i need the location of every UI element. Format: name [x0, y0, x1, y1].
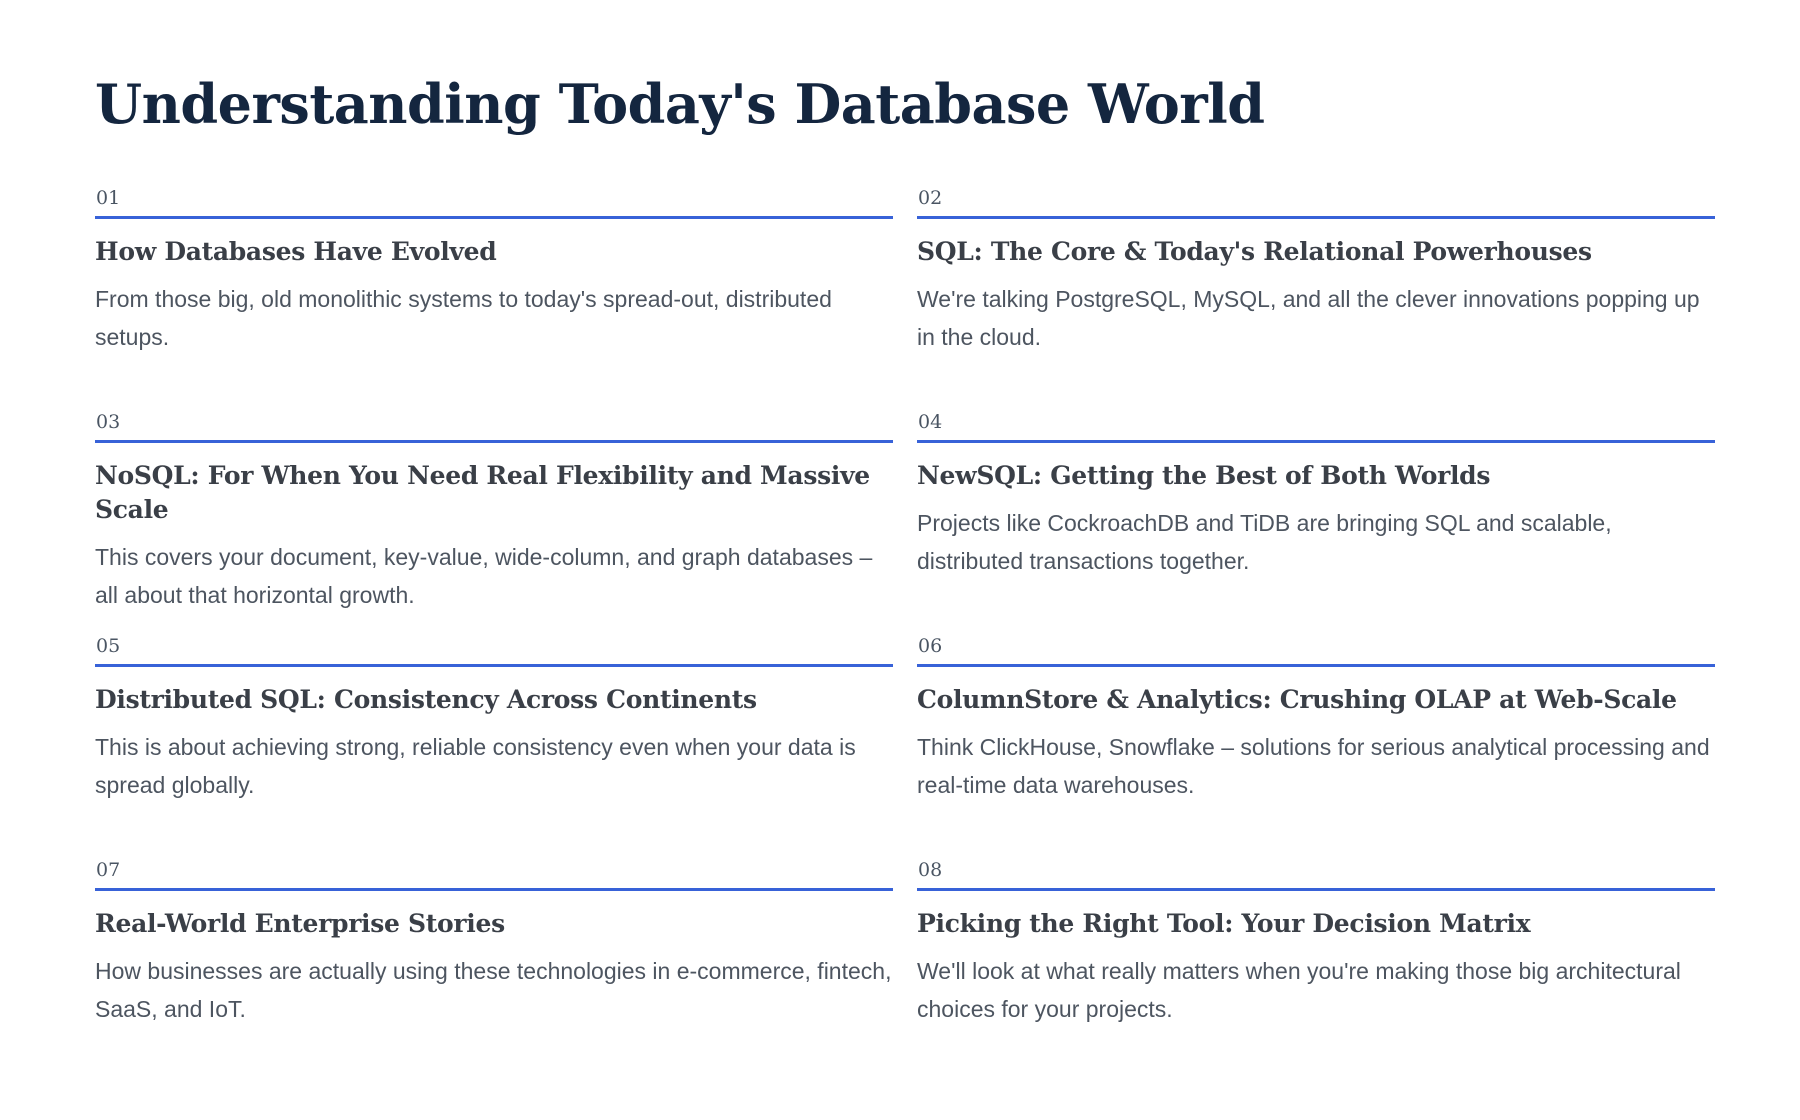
item-number: 01: [96, 187, 121, 209]
item-title: Real-World Enterprise Stories: [95, 909, 505, 938]
item-description: We'll look at what really matters when you're making those big architectural choices for your projects.: [917, 958, 1681, 1022]
item-title: NoSQL: For When You Need Real Flexibility and Massive Scale: [95, 461, 870, 524]
agenda-item: [95, 410, 893, 634]
item-description: Projects like CockroachDB and TiDB are bringing SQL and scalable, distributed transactions together.: [917, 510, 1612, 574]
agenda-item: [917, 634, 1715, 858]
agenda-item: [95, 186, 893, 410]
item-title: How Databases Have Evolved: [95, 237, 497, 266]
agenda-item: [917, 858, 1715, 1082]
item-number: 05: [96, 635, 121, 657]
item-number: 04: [918, 411, 943, 433]
item-title: Distributed SQL: Consistency Across Continents: [95, 685, 757, 714]
item-title: Picking the Right Tool: Your Decision Matrix: [917, 909, 1531, 938]
item-description: From those big, old monolithic systems to today's spread-out, distributed setups.: [95, 286, 832, 350]
item-number: 03: [96, 411, 121, 433]
item-divider: [95, 664, 893, 667]
item-description: This is about achieving strong, reliable consistency even when your data is spread globally.: [95, 734, 856, 798]
item-number: 02: [918, 187, 943, 209]
item-divider: [95, 888, 893, 891]
item-divider: [917, 888, 1715, 891]
item-description: This covers your document, key-value, wide-column, and graph databases – all about that horizontal growth.: [95, 544, 873, 608]
page-title: Understanding Today's Database World: [95, 72, 1265, 136]
item-divider: [917, 664, 1715, 667]
agenda-item: [917, 186, 1715, 410]
item-divider: [95, 440, 893, 443]
item-number: 07: [96, 859, 121, 881]
item-title: NewSQL: Getting the Best of Both Worlds: [917, 461, 1491, 490]
item-number: 08: [918, 859, 943, 881]
item-divider: [917, 216, 1715, 219]
agenda-item: [917, 410, 1715, 634]
item-title: SQL: The Core & Today's Relational Powerhouses: [917, 237, 1592, 266]
item-number: 06: [918, 635, 943, 657]
item-divider: [95, 216, 893, 219]
item-description: How businesses are actually using these technologies in e-commerce, fintech, SaaS, and IoT.: [95, 958, 892, 1022]
item-description: We're talking PostgreSQL, MySQL, and all the clever innovations popping up in the cloud.: [917, 286, 1700, 350]
item-title: ColumnStore & Analytics: Crushing OLAP at Web-Scale: [917, 685, 1677, 714]
item-divider: [917, 440, 1715, 443]
item-description: Think ClickHouse, Snowflake – solutions for serious analytical processing and real-time data warehouses.: [917, 734, 1710, 798]
agenda-item: [95, 634, 893, 858]
agenda-item: [95, 858, 893, 1082]
agenda-grid: [95, 186, 1715, 1082]
